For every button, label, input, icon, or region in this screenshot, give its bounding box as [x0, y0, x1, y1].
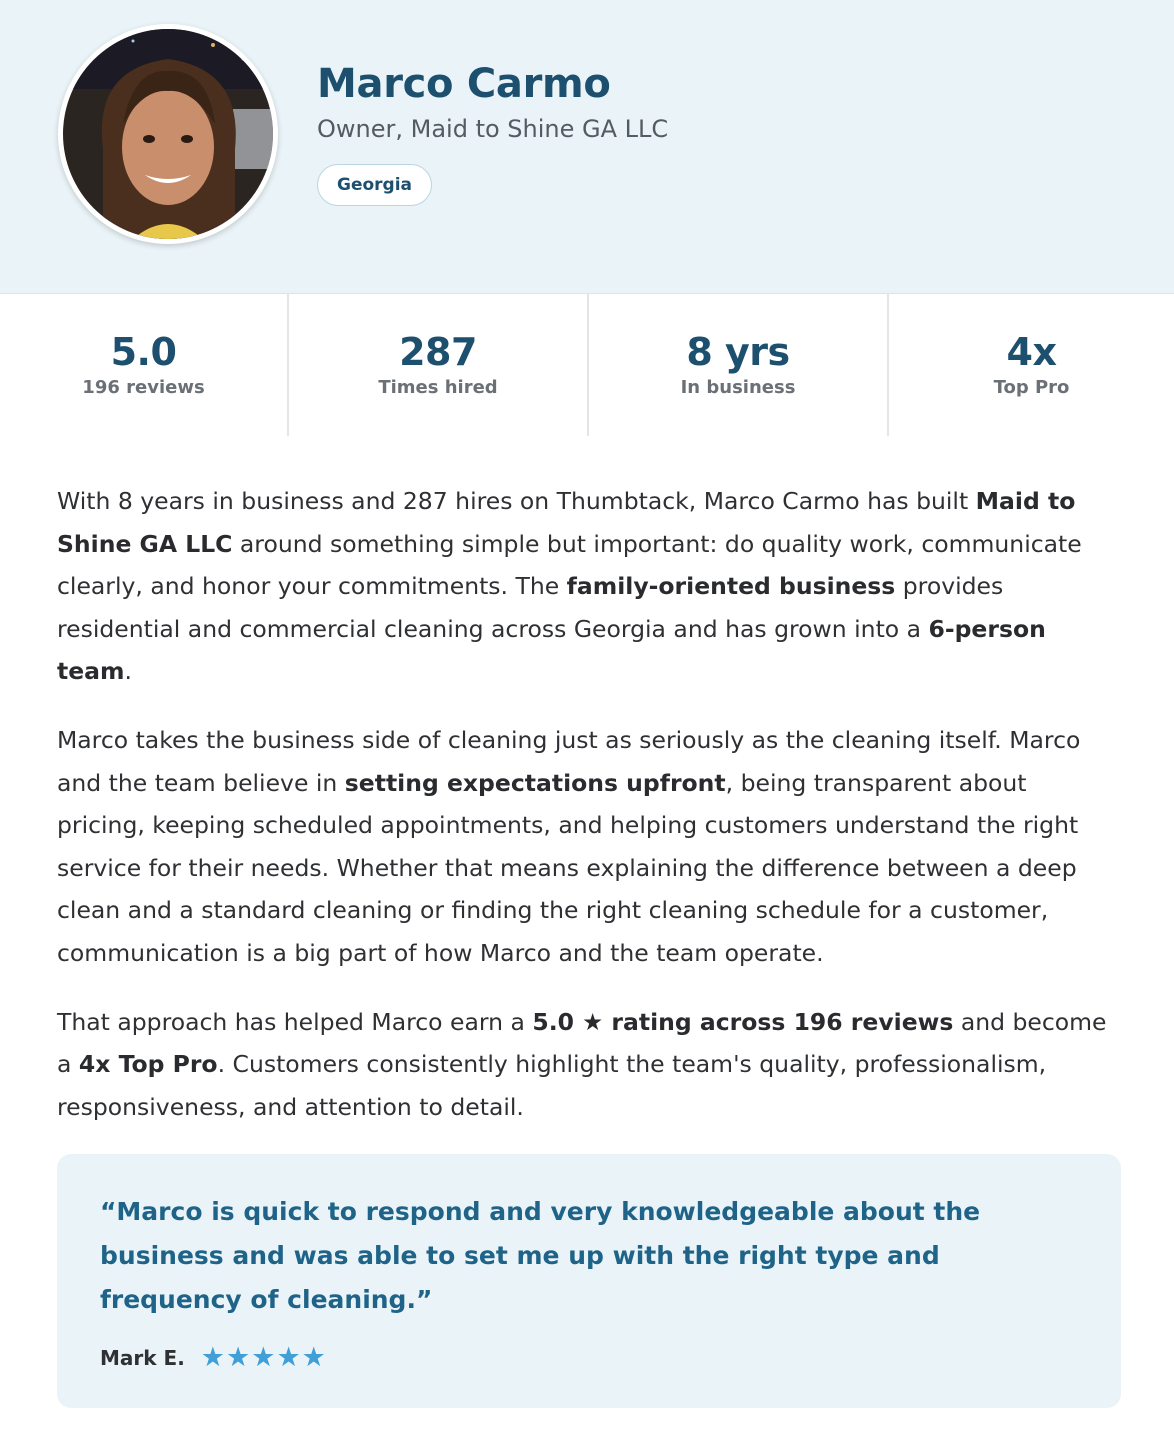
- bio-highlight: Maid to Shine GA LLC: [57, 487, 1076, 558]
- stat-times-hired: [289, 294, 589, 436]
- bio-text: Marco takes the business side of cleaning just as seriously as the cleaning itself. Marco and the team believe in: [57, 725, 1081, 797]
- testimonial-footer: [100, 1342, 1078, 1374]
- stats-bar: [0, 294, 1174, 436]
- rating-stars: [200, 1342, 327, 1374]
- stat-value: 287: [399, 330, 477, 374]
- bio-text: and become a: [57, 1007, 1107, 1079]
- stat-value: 8 yrs: [686, 330, 790, 374]
- bio-text: , being transparent about pricing, keeping scheduled appointments, and helping customers understand the right service for their needs. Whether that means explaining the difference between a deep clean and a standard cleaning or finding the right cleaning schedule for a customer, communication is a big part of how Marco and the team operate.: [57, 768, 1079, 967]
- star-icon: ★: [200, 1342, 226, 1374]
- bio-highlight: family-oriented business: [566, 572, 896, 601]
- pro-role: Owner, Maid to Shine GA LLC: [317, 115, 669, 143]
- stat-top-pro: [889, 294, 1174, 436]
- stat-value: 5.0: [110, 330, 177, 374]
- star-icon: ★: [251, 1342, 276, 1374]
- stat-label: In business: [680, 377, 796, 398]
- person-photo-icon: [63, 29, 273, 239]
- location-tag: Georgia: [317, 164, 432, 206]
- bio-highlight: 5.0 ★ rating across 196 reviews: [532, 1007, 954, 1036]
- pro-name: Marco Carmo: [317, 61, 611, 107]
- bio-paragraph-1: [57, 480, 1117, 693]
- star-icon: ★: [301, 1342, 326, 1374]
- testimonial-quote: “Marco is quick to respond and very knowledgeable about the business and was able to set me up with the right type and frequency of cleaning.”: [100, 1197, 981, 1315]
- testimonial-author: Mark E.: [100, 1345, 185, 1370]
- stat-label: Top Pro: [993, 377, 1070, 398]
- stat-label: 196 reviews: [82, 377, 205, 398]
- stat-years-in-business: [589, 294, 889, 436]
- star-icon: ★: [276, 1342, 301, 1374]
- testimonial-card: [57, 1154, 1121, 1408]
- star-icon: ★: [226, 1342, 251, 1374]
- bio-paragraph-2: [57, 719, 1117, 975]
- bio-highlight: 4x Top Pro: [78, 1050, 218, 1079]
- bio-section: [0, 436, 1174, 1408]
- bio-highlight: setting expectations upfront: [344, 768, 726, 797]
- bio-text: around something simple but important: do quality work, communicate clearly, and honor your commitments. The: [57, 529, 1082, 601]
- bio-text: provides residential and commercial cleaning across Georgia and has grown into a: [57, 572, 1004, 643]
- stat-value: 4x: [1006, 330, 1057, 374]
- avatar-photo: [63, 29, 273, 239]
- bio-text: . Customers consistently highlight the team's quality, professionalism, responsiveness, and attention to detail.: [57, 1050, 1047, 1121]
- bio-text: With 8 years in business and 287 hires on Thumbtack, Marco Carmo has built: [57, 487, 976, 515]
- avatar: [58, 24, 278, 244]
- profile-header: [0, 0, 1174, 294]
- bio-text: .: [124, 657, 133, 686]
- bio-highlight: 6-person team: [57, 614, 1046, 686]
- bio-paragraph-3: [57, 1001, 1117, 1129]
- profile-info: [317, 60, 668, 206]
- stat-label: Times hired: [378, 377, 498, 398]
- stat-rating: [0, 294, 289, 436]
- bio-text: That approach has helped Marco earn a: [57, 1007, 533, 1036]
